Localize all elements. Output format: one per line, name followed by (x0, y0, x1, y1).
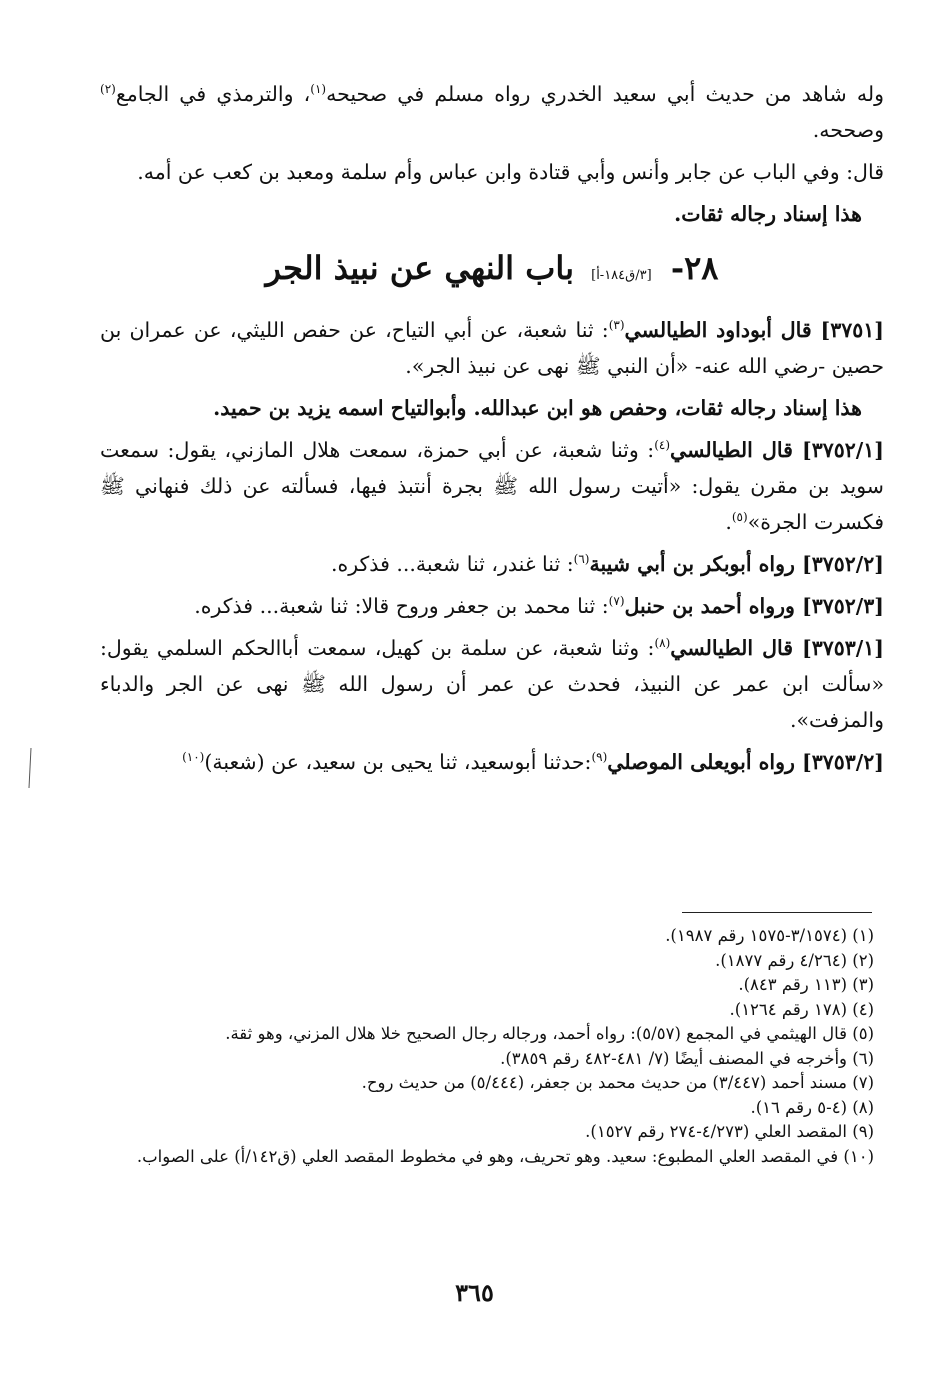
hadith-3753-2: [٣٧٥٣/٢] رواه أبويعلى الموصلي$^{(٩)}$:حدثنا أبوسعيد، ثنا يحيى بن سعيد، عن (شعبة)$^{(١٠)}$ (182, 750, 884, 774)
footnote-ref: (٥) (731, 510, 748, 525)
footnote-6: (٦) وأخرجه في المصنف أيضًا (٧/ ٤٨١-٤٨٢ رقم ٣٨٥٩). (500, 1048, 874, 1068)
chapter-title: باب النهي عن نبيذ الجر (265, 249, 574, 287)
isnad-grading: هذا إسناد رجاله ثقات، وحفص هو ابن عبدالله. وأبوالتياح اسمه يزيد بن حميد. (213, 396, 862, 420)
chapter-number: ٢٨- (670, 249, 719, 287)
hadith-3752-3: [٣٧٥٢/٣] ورواه أحمد بن حنبل$^{(٧)}$: ثنا محمد بن جعفر وروح قالا: ثنا شعبة... فذكره. (194, 594, 884, 618)
footnote-ref: (٦) (573, 552, 590, 567)
footnote-10: (١٠) في المقصد العلي المطبوع: سعيد. وهو تحريف، وهو في مخطوط المقصد العلي (ق١٤٢/أ) على الصواب. (136, 1146, 874, 1166)
margin-stroke (28, 748, 32, 788)
footnote-2: (٢) (٤/٢٦٤ رقم ١٨٧٧). (715, 950, 874, 970)
hadith-3751: [٣٧٥١] قال أبوداود الطيالسي$^{(٣)}$: ثنا شعبة، عن أبي التياح، عن حفص الليثي، عن عمران بن حصين -رضي الله عنه- «أن النبي ﷺ نهى عن نبيذ الجر». (100, 318, 884, 378)
footnote-ref: (٨) (654, 636, 671, 651)
footnote-ref: (٩) (591, 750, 608, 765)
hadith-3752-1: [٣٧٥٢/١] قال الطيالسي$^{(٤)}$: وثنا شعبة، عن أبي حمزة، سمعت هلال المازني، يقول: سمعت سويد بن مقرن يقول: «أتيت رسول الله ﷺ بجرة أنتبذ فيها، فسألته عن ذلك فنهاني ﷺ فكسرت الجرة»$^{(٥)}$. (100, 438, 884, 534)
intro-paragraph: وله شاهد من حديث أبي سعيد الخدري رواه مسلم في صحيحه$^{(١)}$، والترمذي في الجامع$^{(٢)}$ وصححه. (100, 82, 884, 142)
footnote-4: (٤) (١٧٨ رقم ١٢٦٤). (729, 999, 874, 1019)
footnote-ref: (٧) (608, 594, 625, 609)
footnotes (100, 924, 874, 1169)
footnote-ref: (١٠) (182, 750, 205, 765)
chapter-heading (100, 246, 884, 298)
isnad-grading: هذا إسناد رجاله ثقات. (674, 202, 862, 226)
footnote-5: (٥) قال الهيثمي في المجمع (٥/٥٧): رواه أحمد، ورجاله رجال الصحيح خلا هلال المزني، وهو ثقة. (225, 1024, 874, 1043)
footnote-8: (٨) (٤-٥ رقم ١٦). (750, 1097, 874, 1117)
footnote-7: (٧) مسند أحمد (٣/٤٤٧) من حديث محمد بن جعفر، (٥/٤٤٤) من حديث روح. (361, 1073, 874, 1092)
page-number: ٣٦٥ (455, 1278, 494, 1307)
footnote-divider (682, 912, 872, 913)
chapter-related-note: قال: وفي الباب عن جابر وأنس وأبي قتادة وابن عباس وأم سلمة ومعبد بن كعب عن أمه. (137, 160, 884, 184)
manuscript-reference: [٣/ق١٨٤-أ] (591, 268, 652, 283)
footnote-ref: (٢) (100, 82, 116, 97)
footnote-ref: (١) (310, 82, 327, 97)
footnote-9: (٩) المقصد العلي (٤/٢٧٣-٢٧٤ رقم ١٥٢٧). (585, 1122, 874, 1141)
hadith-3753-1: [٣٧٥٣/١] قال الطيالسي$^{(٨)}$: وثنا شعبة، عن سلمة بن كهيل، سمعت أباالحكم السلمي يقول: «سألت ابن عمر عن النبيذ، فحدث عن عمر أن رسول الله ﷺ نهى عن الجر والدباء والمزفت». (100, 636, 884, 732)
footnote-ref: (٤) (654, 438, 671, 453)
main-text (100, 76, 884, 786)
hadith-3752-2: [٣٧٥٢/٢] رواه أبوبكر بن أبي شيبة$^{(٦)}$: ثنا غندر، ثنا شعبة... فذكره. (330, 552, 884, 576)
footnote-ref: (٣) (608, 318, 625, 333)
footnote-1: (١) (٣/١٥٧٤-١٥٧٥ رقم ١٩٨٧). (665, 926, 874, 945)
footnote-3: (٣) (١١٣ رقم ٨٤٣). (738, 975, 874, 994)
